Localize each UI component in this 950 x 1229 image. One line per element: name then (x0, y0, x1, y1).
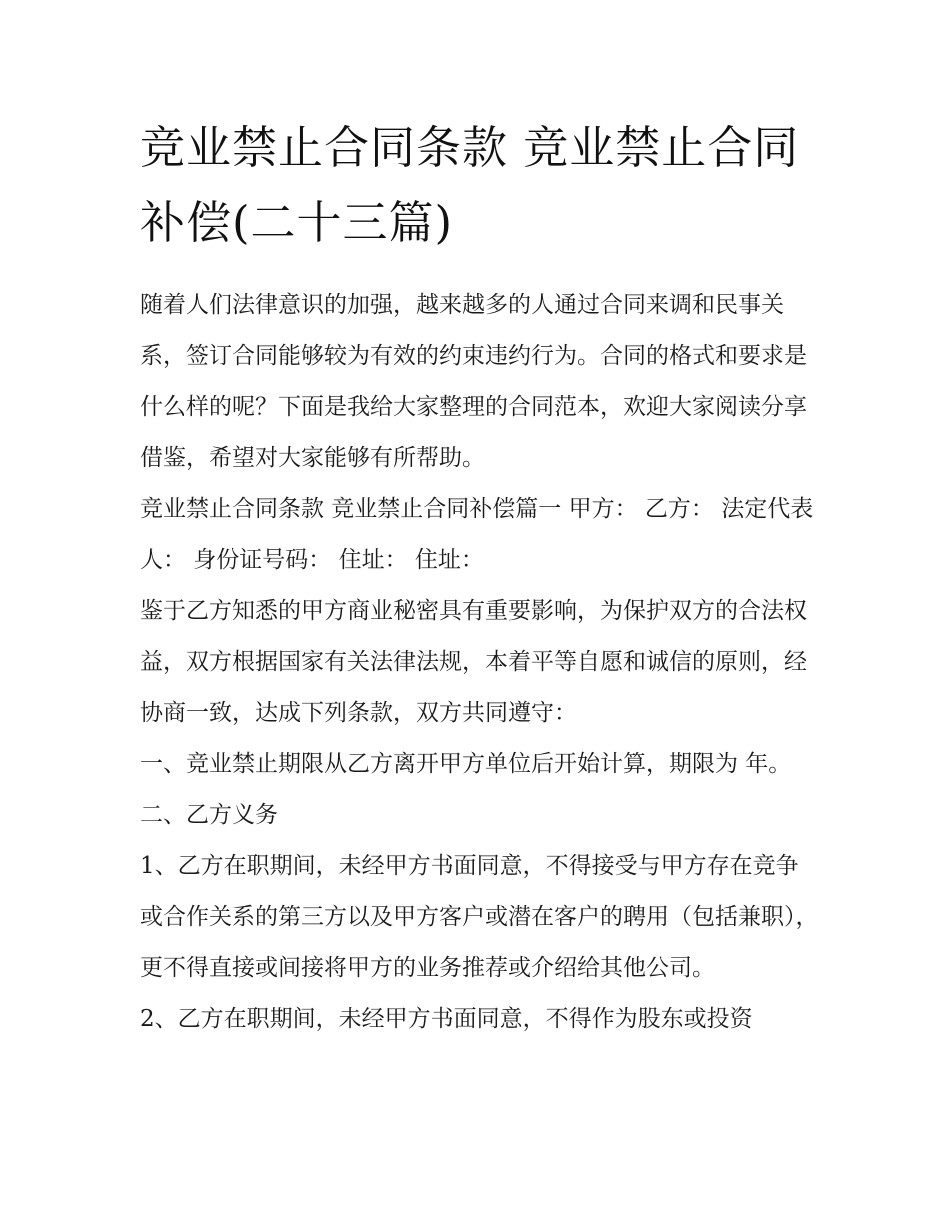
paragraph-intro: 随着人们法律意识的加强，越来越多的人通过合同来调和民事关系，签订合同能够较为有效的约束违约行为。合同的格式和要求是什么样的呢？下面是我给大家整理的合同范本，欢迎大家阅读分享借鉴，希望对大家能够有所帮助。 (140, 292, 807, 471)
document-title: 竞业禁止合同条款 竞业禁止合同补偿(二十三篇) (140, 121, 800, 249)
paragraph-parties: 竞业禁止合同条款 竞业禁止合同补偿篇一 甲方： 乙方： 法定代表人： 身份证号码： 住址： 住址： (140, 496, 814, 573)
paragraph-clause-2-1: 1、乙方在职期间，未经甲方书面同意，不得接受与甲方存在竞争或合作关系的第三方以及甲方客户或潜在客户的聘用（包括兼职），更不得直接或间接将甲方的业务推荐或介绍给其他公司。 (140, 853, 819, 981)
document-page (140, 110, 820, 1045)
paragraph-preamble: 鉴于乙方知悉的甲方商业秘密具有重要影响，为保护双方的合法权益，双方根据国家有关法律法规，本着平等自愿和诚信的原则，经协商一致，达成下列条款，双方共同遵守： (140, 598, 807, 726)
paragraph-clause-2-2: 2、乙方在职期间，未经甲方书面同意，不得作为股东或投资 (140, 1006, 753, 1032)
paragraph-clause-1: 一、竞业禁止期限从乙方离开甲方单位后开始计算，期限为 年。 二、乙方义务 (140, 751, 792, 828)
